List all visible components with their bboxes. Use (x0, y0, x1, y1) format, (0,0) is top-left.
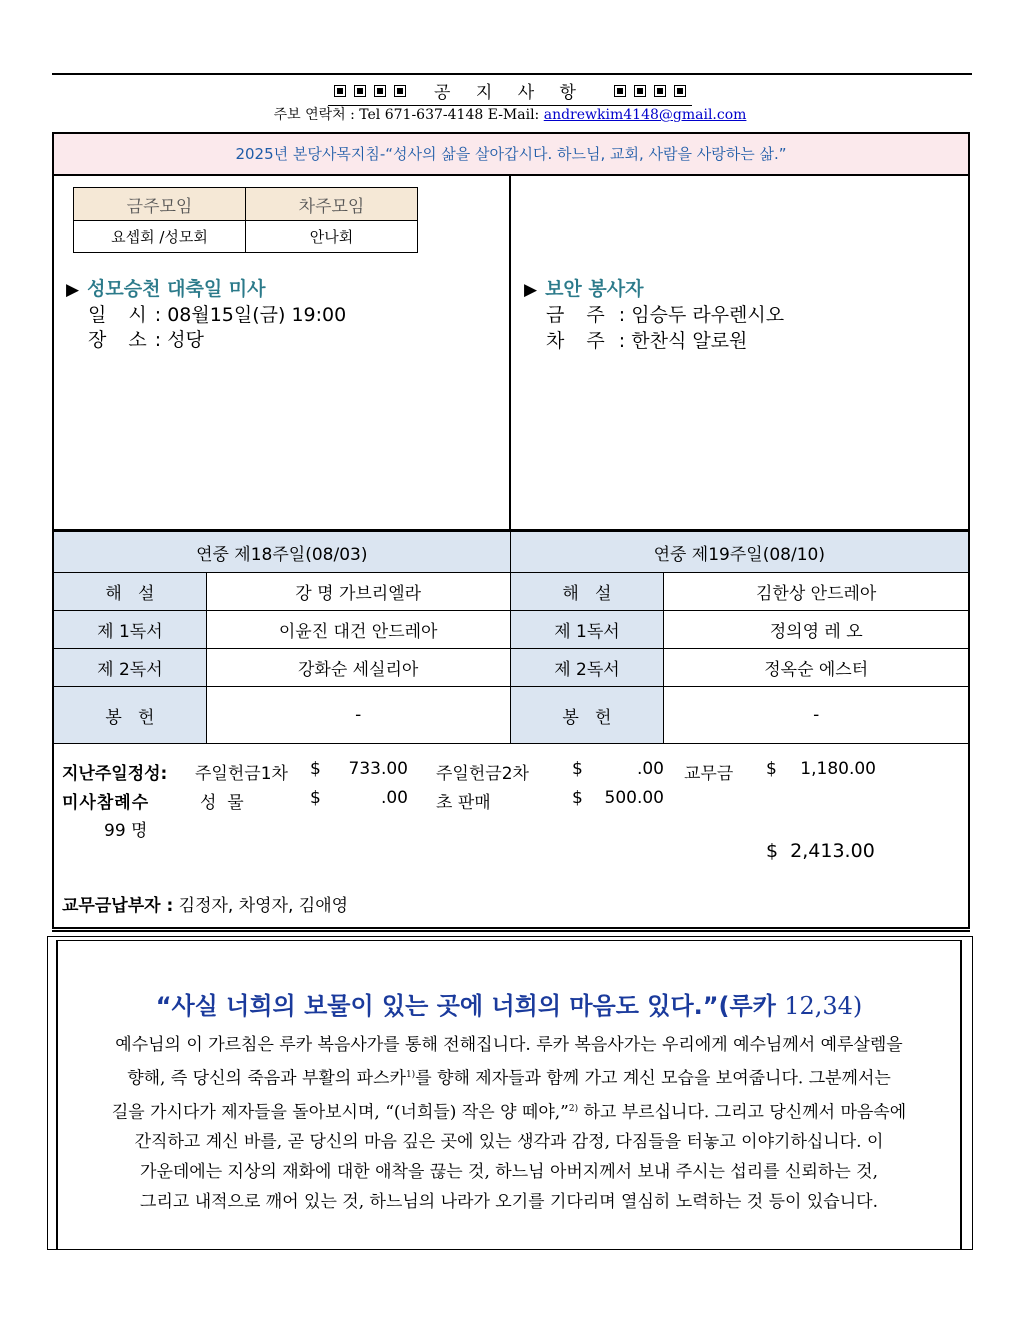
security-next-week (546, 326, 747, 353)
candle-currency: $ (572, 788, 583, 808)
security-section-title (524, 274, 643, 301)
footnote-marker: 2) (568, 1103, 579, 1114)
square-bullet-icon (614, 85, 626, 97)
security-next-label: 차 주 (546, 330, 613, 352)
reflection-body (60, 1030, 958, 1217)
notice-heading (0, 78, 1020, 103)
first-offering-value: 733.00 (348, 759, 408, 779)
mass-title-text: 성모승천 대축일 미사 (87, 278, 266, 300)
role-label: 해 설 (54, 573, 207, 611)
double-rule (52, 930, 970, 932)
mass-time (88, 300, 346, 327)
role-label: 제 1독서 (54, 611, 207, 649)
square-bullet-icon (674, 85, 686, 97)
dues-label: 교무금 (684, 764, 734, 784)
mass-place-label: 장 소 (88, 329, 155, 351)
role-label: 해 설 (510, 573, 664, 611)
notice-title: 공 지 사 항 (434, 83, 586, 103)
role-value: 정옥순 에스터 (664, 649, 969, 687)
role-value: 강화순 세실리아 (206, 649, 510, 687)
next-week-meeting-value: 안나회 (246, 221, 418, 253)
holy-items-currency: $ (310, 788, 321, 808)
square-bullet-icon (354, 85, 366, 97)
square-bullet-icon (374, 85, 386, 97)
this-week-meeting-value: 요셉회 /성모회 (74, 221, 246, 253)
square-bullet-icon (394, 85, 406, 97)
gospel-quote (56, 986, 962, 1021)
meetings-table (73, 187, 418, 253)
mass-place-value: : 성당 (154, 329, 204, 351)
first-offering-label: 주일헌금1차 (195, 764, 288, 784)
footnote-marker: 1) (405, 1070, 416, 1080)
second-offering-currency: $ (572, 759, 583, 779)
week1-header: 연중 제18주일(08/03) (54, 532, 511, 573)
square-bullet-icon (654, 85, 666, 97)
second-offering-value: .00 (636, 759, 664, 779)
role-value: 이윤진 대건 안드레아 (206, 611, 510, 649)
reflection-line (60, 1060, 958, 1094)
gospel-quote-reference: 12,34) (784, 992, 863, 1020)
security-this-week (546, 300, 784, 327)
next-week-meeting-header: 차주모임 (246, 188, 418, 221)
offering-label: 지난주일정성: (62, 764, 168, 784)
reflection-line: 예수님의 이 가르침은 루카 복음사가를 통해 전해집니다. 루카 복음사가는 우리에게 예수님께서 예루살렘을 (115, 1035, 903, 1055)
role-label: 봉 헌 (54, 687, 207, 744)
offering-total: $ 2,413.00 (766, 840, 875, 862)
reflection-line: 간직하고 계신 바를, 곧 당신의 마음 깊은 곳에 있는 생각과 감정, 다짐들을 터놓고 이야기하십니다. 이 (134, 1132, 884, 1153)
reflection-text: 하고 부르십니다. 그리고 당신께서 마음속에 (578, 1102, 907, 1123)
top-rule (52, 73, 972, 75)
reflection-text: 향해, 즉 당신의 죽음과 부활의 파스카 (127, 1068, 406, 1089)
table-row (54, 687, 969, 744)
dues-payers (62, 891, 348, 916)
attendance-label: 미사참례수 (62, 793, 150, 813)
reflection-line: 그리고 내적으로 깨어 있는 것, 하느님의 나라가 오기를 기다리며 열심히 노력하는 것 등이 있습니다. (140, 1192, 878, 1213)
candle-value: 500.00 (604, 788, 664, 808)
holy-items-value: .00 (380, 788, 408, 808)
second-offering-label: 주일헌금2차 (436, 764, 529, 784)
arrow-right-icon: ▶ (66, 280, 80, 300)
table-row (54, 573, 969, 611)
this-week-meeting-header: 금주모임 (74, 188, 246, 221)
liturgy-roster (53, 531, 969, 744)
dues-value: 1,180.00 (800, 759, 876, 779)
attendance-value: 99 명 (104, 821, 148, 841)
reflection-text: 를 향해 제자들과 함께 가고 계신 모습을 보여줍니다. 그분께서는 (415, 1068, 891, 1089)
role-label: 제 2독서 (54, 649, 207, 687)
contact-label: 주보 연락처 : Tel 671-637-4148 E-Mail: (273, 107, 544, 123)
dues-currency: $ (766, 759, 777, 779)
role-label: 봉 헌 (510, 687, 664, 744)
mass-place (88, 325, 204, 352)
security-title-text: 보안 봉사자 (545, 278, 644, 300)
dues-payers-names: 김정자, 차영자, 김애영 (178, 896, 349, 916)
square-bullet-icon (334, 85, 346, 97)
table-row (54, 611, 969, 649)
reflection-text: 길을 가시다가 제자들을 돌아보시며, “(너희들) 작은 양 떼야,” (111, 1102, 569, 1123)
week2-header: 연중 제19주일(08/10) (510, 532, 968, 573)
reflection-line: 가운데에는 지상의 재화에 대한 애착을 끊는 것, 하느님 아버지께서 보내 주시는 섭리를 신뢰하는 것, (140, 1162, 878, 1183)
square-bullet-icon (634, 85, 646, 97)
table-row (54, 649, 969, 687)
role-value: 정의영 레 오 (664, 611, 969, 649)
reflection-line (60, 1094, 958, 1128)
role-label: 제 1독서 (510, 611, 664, 649)
role-value: - (664, 687, 969, 744)
holy-items-label: 성 물 (200, 793, 244, 813)
security-this-label: 금 주 (546, 304, 613, 326)
column-divider (509, 176, 511, 530)
arrow-right-icon: ▶ (524, 280, 538, 300)
mass-time-label: 일 시 (88, 304, 155, 326)
email-link[interactable]: andrewkim4148@gmail.com (543, 107, 747, 123)
security-this-value: : 임승두 라우렌시오 (618, 304, 785, 326)
role-value: 김한상 안드레아 (664, 573, 969, 611)
role-value: 강 명 가브리엘라 (206, 573, 510, 611)
dues-payers-label: 교무금납부자 : (62, 896, 174, 916)
security-next-value: : 한찬식 알로원 (618, 330, 748, 352)
role-label: 제 2독서 (510, 649, 664, 687)
gospel-quote-text: “사실 너희의 보물이 있는 곳에 너희의 마음도 있다.”(루카 (155, 992, 785, 1020)
contact-line (0, 104, 1020, 124)
role-value: - (206, 687, 510, 744)
first-offering-currency: $ (310, 759, 321, 779)
mass-section-title (66, 274, 266, 301)
mass-time-value: : 08월15일(금) 19:00 (154, 304, 347, 326)
pastoral-motto: 2025년 본당사목지침-“성사의 삶을 살아갑시다. 하느님, 교회, 사람을 사랑하는 삶.” (54, 134, 968, 176)
candle-label: 초 판매 (436, 793, 491, 813)
